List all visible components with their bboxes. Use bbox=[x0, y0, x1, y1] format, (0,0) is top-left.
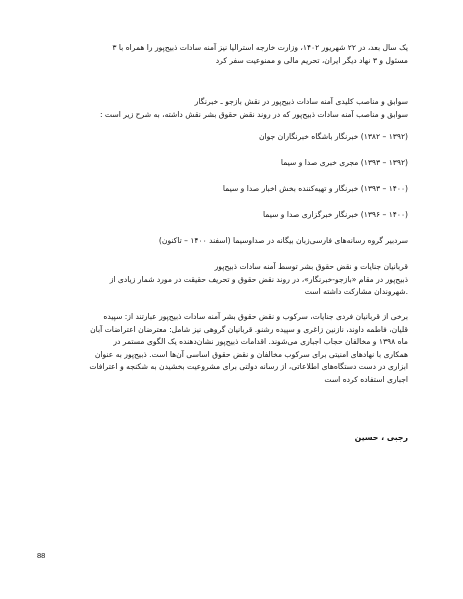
author-name: رجبی ، حسین bbox=[354, 433, 408, 442]
text-line: ذبیح‌پور در مقام «بازجو-خبرنگار»، در روند نقض حقوق و تحریف حقیقت در مورد شمار زیادی از bbox=[109, 274, 408, 284]
text-line: .شهروندان مشارکت داشته است bbox=[304, 287, 408, 296]
position-item: (۱۴۰۰ – ۱۳۹۶) خبرنگار خبرگزاری صدا و سیما bbox=[262, 210, 408, 219]
text-line: سوابق و مناصب آمنه سادات ذبیح‌پور که در روند نقض حقوق بشر نقش داشته، به شرح زیر است : bbox=[99, 109, 408, 119]
intro-paragraph bbox=[40, 42, 408, 67]
text-line: قلیان، فاطمه داوند، نازنین زاغری و سپیده رشنو. قربانیان گروهی نیز شامل: معترضان اعتراضات آبان bbox=[90, 324, 408, 334]
text-line: یک سال بعد، در ۲۲ شهریور ۱۴۰۲، وزارت خارجه استرالیا نیز آمنه سادات ذبیح‌پور را همراه با ۳ bbox=[112, 43, 408, 52]
page-number: 88 bbox=[37, 551, 46, 560]
history-paragraph bbox=[40, 96, 408, 121]
text-line: اجباری استفاده کرده است bbox=[324, 374, 408, 384]
text-line: برخی از قربانیان فردی جنایات، سرکوب و نقض حقوق بشر آمنه سادات ذبیح‌پور عبارتند از: سپیده bbox=[103, 312, 408, 321]
crimes-paragraph bbox=[40, 261, 408, 299]
text-line: همکاری با نهادهای امنیتی برای سرکوب مخالفان و نقض حقوق اساسی آن‌ها است. ذبیح‌پور به عنوان bbox=[94, 349, 408, 359]
position-item: (۱۳۹۲ – ۱۳۸۲) خبرنگار باشگاه خبرنگاران جوان bbox=[258, 132, 408, 141]
section-heading: سوابق و مناصب کلیدی آمنه سادات ذبیح‌پور در نقش بازجو ـ خبرنگار bbox=[194, 97, 408, 106]
text-line: ابزاری در دست دستگاه‌های اطلاعاتی، از رسانه دولتی برای مشروعیت بخشیدن به شکنجه و اعترافات bbox=[89, 362, 408, 371]
position-item: (۱۴۰۰ – ۱۳۹۳) خبرنگار و تهیه‌کننده بخش اخبار صدا و سیما bbox=[222, 184, 408, 193]
position-item: سردبیر گروه رسانه‌های فارسی‌زبان بیگانه در صداوسیما (اسفند ۱۴۰۰ – تاکنون) bbox=[158, 236, 408, 245]
text-line: مسئول و ۳ نهاد دیگر ایران، تحریم مالی و ممنوعیت سفر کرد bbox=[215, 55, 408, 65]
victims-paragraph bbox=[40, 311, 408, 386]
text-line: ماه ۱۳۹۸ و مخالفان حجاب اجباری می‌شوند. اقدامات ذبیح‌پور نشان‌دهنده یک الگوی مستمر در bbox=[113, 337, 408, 346]
position-item: (۱۳۹۲ – ۱۳۹۳) مجری خبری صدا و سیما bbox=[280, 158, 408, 167]
section-heading: قربانیان جنایات و نقض حقوق بشر توسط آمنه سادات ذبیح‌پور bbox=[214, 262, 408, 271]
